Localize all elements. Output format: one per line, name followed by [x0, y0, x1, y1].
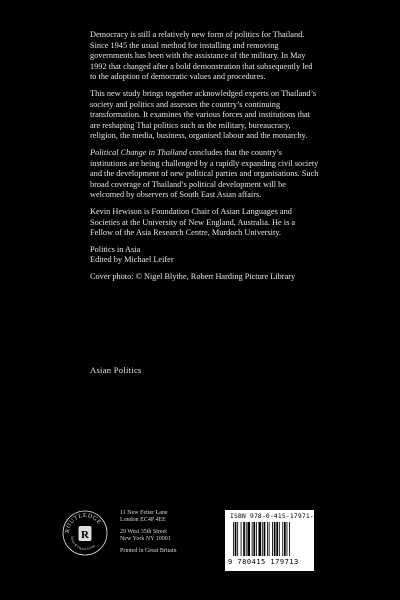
blurb-paragraph-2: This new study brings together acknowledged experts on Thailand’s society and politics and assesses the country’s continuing transformation. It examines the various forces and institutions that are reshaping Thai politics such as the military, bureaucracy, religion, the media, business, organised labour and the monarchy. — [90, 88, 317, 141]
blurb-paragraph-1: Democracy is still a relatively new form of politics for Thailand. Since 1945 the usual method for installing and removing governments has been with the assistance of the military. In May 1992 that changed after a bold demonstration that subsequently led to the adoption of democratic values and procedures. — [90, 30, 313, 82]
address-line: New York NY 10001 — [120, 536, 171, 543]
blurb-paragraph-3-text: concludes that the country’s institutions are being challenged by a rapidly expanding civil society and the development of new political parties and organisations. Such broad coverage of Thailand’s political development will be welcomed by observers of South East Asian affairs. — [90, 147, 319, 200]
logo-subtext: Taylor & Francis Group — [69, 535, 96, 552]
barcode-box — [225, 510, 318, 571]
address-line: London EC4P 4EE — [120, 517, 166, 524]
blurb-paragraph-3 — [90, 148, 320, 201]
cover-photo-credit: Cover photo: © Nigel Blythe, Robert Harding Picture Library — [90, 271, 296, 281]
address-line: 29 West 35th Street — [120, 528, 167, 535]
series-name: Politics in Asia — [90, 244, 141, 254]
barcode-bars — [233, 522, 309, 556]
svg-text:R: R — [81, 529, 89, 541]
blurb-text — [90, 30, 320, 282]
isbn-number: ISBN 978-0-415-17971-3 — [230, 513, 318, 520]
series-editor: Edited by Michael Leifer — [90, 255, 174, 265]
barcode-digits: 9 780415 179713 — [228, 558, 299, 566]
address-line: 11 New Fetter Lane — [120, 510, 168, 516]
book-title: Political Change in Thailand — [90, 147, 188, 157]
author-bio: Kevin Hewison is Foundation Chair of Asian Languages and Societies at the University of New England, Australia. He is a Fellow of the Asia Research Centre, Murdoch University. — [90, 206, 296, 238]
logo-text: ROUTLEDGE — [64, 512, 103, 534]
subject-category: Asian Politics — [90, 365, 142, 375]
printed-in: Printed in Great Britain — [120, 547, 177, 554]
routledge-logo-icon — [62, 510, 108, 556]
series-info — [90, 245, 320, 266]
publisher-address — [120, 510, 177, 555]
